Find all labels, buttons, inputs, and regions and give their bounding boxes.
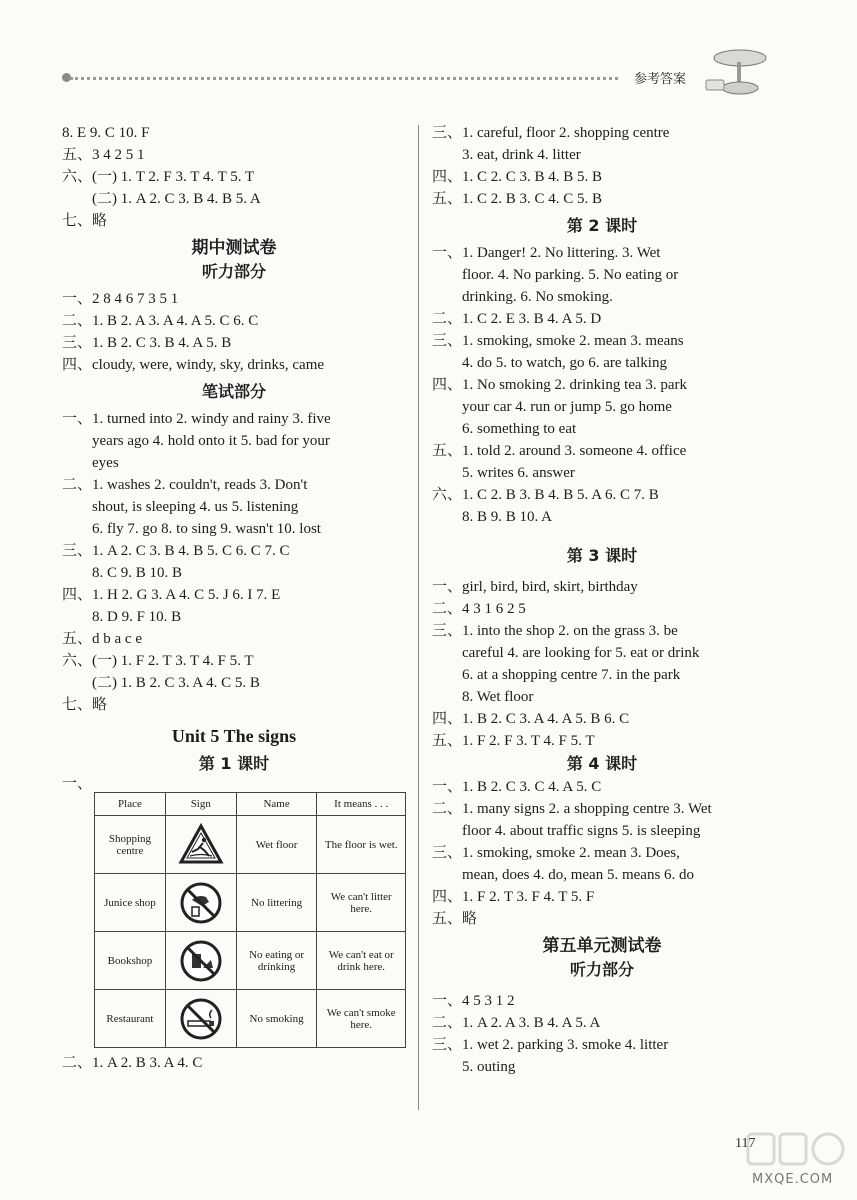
answer-line: 四、1. No smoking 2. drinking tea 3. park: [432, 377, 687, 393]
answer-line: 二、1. C 2. E 3. B 4. A 5. D: [432, 311, 602, 327]
answer-line: 三、1. B 2. C 3. B 4. A 5. B: [62, 335, 232, 351]
answer-line: 三、1. careful, floor 2. shopping centre: [432, 125, 670, 141]
answer-line: years ago 4. hold onto it 5. bad for your: [92, 433, 330, 449]
unit-title: Unit 5 The signs: [171, 726, 297, 746]
table-row: [95, 874, 406, 932]
answer-line: careful 4. are looking for 5. eat or drink: [462, 645, 700, 661]
means-cell: We can't litter here.: [317, 874, 406, 932]
answer-line: 8. D 9. F 10. B: [92, 609, 182, 625]
answer-line: 一、: [62, 776, 93, 792]
table-header: Sign: [165, 793, 236, 816]
answer-line: 六、(一) 1. T 2. F 3. T 4. T 5. T: [62, 169, 255, 185]
answer-line: 五、1. F 2. F 3. T 4. F 5. T: [432, 733, 595, 749]
no-eating-drinking-sign-icon: [178, 938, 224, 984]
watermark-text: MXQE.COM: [752, 1172, 834, 1187]
name-cell: Wet floor: [236, 816, 317, 874]
midterm-test-title: 期中测试卷: [191, 238, 277, 258]
left-column: [62, 122, 406, 1074]
answer-line: floor 4. about traffic signs 5. is sleeping: [462, 823, 701, 839]
answer-line: 6. fly 7. go 8. to sing 9. wasn't 10. lost: [92, 521, 321, 537]
answer-line: (二) 1. B 2. C 3. A 4. C 5. B: [92, 675, 260, 691]
page-number: 117: [735, 1136, 756, 1151]
answer-line: 二、4 3 1 6 2 5: [432, 601, 526, 617]
sign-cell: [165, 990, 236, 1048]
answer-line: 8. Wet floor: [462, 689, 534, 705]
signs-table: [94, 792, 406, 1048]
answer-line: 5. writes 6. answer: [462, 465, 575, 481]
means-cell: We can't smoke here.: [317, 990, 406, 1048]
answer-line: 四、cloudy, were, windy, sky, drinks, came: [62, 357, 325, 373]
answer-line: 六、1. C 2. B 3. B 4. B 5. A 6. C 7. B: [432, 487, 659, 503]
table-row: [95, 816, 406, 874]
wet-floor-sign-icon: [178, 822, 224, 868]
answer-line: 二、1. washes 2. couldn't, reads 3. Don't: [62, 477, 308, 493]
answer-line: 二、1. A 2. B 3. A 4. C: [62, 1055, 203, 1071]
answer-line: 四、1. C 2. C 3. B 4. B 5. B: [432, 169, 603, 185]
answer-line: 五、略: [432, 911, 478, 927]
means-cell: The floor is wet.: [317, 816, 406, 874]
answer-line: 三、1. smoking, smoke 2. mean 3. Does,: [432, 845, 680, 861]
answer-line: 七、略: [62, 213, 108, 229]
answer-line: 一、1. turned into 2. windy and rainy 3. five: [62, 411, 331, 427]
unit-5-test-title: 第五单元测试卷: [542, 936, 662, 956]
answer-line: 5. outing: [462, 1059, 516, 1075]
name-cell: No eating or drinking: [236, 932, 317, 990]
place-cell: Restaurant: [95, 990, 166, 1048]
sign-cell: [165, 874, 236, 932]
answer-line: 四、1. H 2. G 3. A 4. C 5. J 6. I 7. E: [62, 587, 281, 603]
lesson-2-title: 第 2 课时: [566, 216, 638, 235]
table-header: Name: [236, 793, 317, 816]
header-dotted-rule: [70, 77, 618, 80]
answer-line: 六、(一) 1. F 2. T 3. T 4. F 5. T: [62, 653, 254, 669]
lesson-3-title: 第 3 课时: [566, 546, 638, 565]
table-row: [95, 932, 406, 990]
lesson-4-title: 第 4 课时: [566, 754, 638, 773]
written-section-title: 笔试部分: [201, 382, 266, 401]
place-cell: Shopping centre: [95, 816, 166, 874]
answer-line: 五、1. C 2. B 3. C 4. C 5. B: [432, 191, 603, 207]
answer-line: mean, does 4. do, mean 5. means 6. do: [462, 867, 695, 883]
answer-line: shout, is sleeping 4. us 5. listening: [92, 499, 299, 515]
answer-line: 8. C 9. B 10. B: [92, 565, 183, 581]
sign-cell: [165, 932, 236, 990]
listening-section-title: 听力部分: [201, 262, 266, 281]
answer-line: 8. E 9. C 10. F: [62, 125, 150, 141]
answer-line: 三、1. smoking, smoke 2. mean 3. means: [432, 333, 684, 349]
answer-line: 二、1. A 2. A 3. B 4. A 5. A: [432, 1015, 601, 1031]
table-header: It means . . .: [317, 793, 406, 816]
answer-line: 五、3 4 2 5 1: [62, 147, 145, 163]
answer-line: 一、2 8 4 6 7 3 5 1: [62, 291, 179, 307]
answer-line: 二、1. many signs 2. a shopping centre 3. Wet: [432, 801, 712, 817]
header-title: 参考答案: [634, 72, 687, 87]
answer-line: 四、1. F 2. T 3. F 4. T 5. F: [432, 889, 595, 905]
place-cell: Junice shop: [95, 874, 166, 932]
answer-line: 8. B 9. B 10. A: [462, 509, 553, 525]
answer-line: 一、4 5 3 1 2: [432, 993, 515, 1009]
desk-lamp-icon: [700, 44, 770, 100]
name-cell: No littering: [236, 874, 317, 932]
answer-line: 三、1. into the shop 2. on the grass 3. be: [432, 623, 678, 639]
sign-cell: [165, 816, 236, 874]
answer-line: 五、1. told 2. around 3. someone 4. office: [432, 443, 687, 459]
answer-line: drinking. 6. No smoking.: [462, 289, 613, 305]
answer-line: your car 4. run or jump 5. go home: [462, 399, 672, 415]
answer-line: 6. at a shopping centre 7. in the park: [462, 667, 681, 683]
place-cell: Bookshop: [95, 932, 166, 990]
table-row: [95, 990, 406, 1048]
answer-line: 三、1. A 2. C 3. B 4. B 5. C 6. C 7. C: [62, 543, 290, 559]
table-header-row: [95, 793, 406, 816]
answer-line: 七、略: [62, 697, 108, 713]
no-littering-sign-icon: [178, 880, 224, 926]
lesson-1-title: 第 1 课时: [198, 754, 270, 773]
answer-line: 三、1. wet 2. parking 3. smoke 4. litter: [432, 1037, 669, 1053]
answer-line: 一、girl, bird, bird, skirt, birthday: [432, 579, 638, 595]
answer-line: 四、1. B 2. C 3. A 4. A 5. B 6. C: [432, 711, 630, 727]
means-cell: We can't eat or drink here.: [317, 932, 406, 990]
column-divider: [418, 125, 419, 1110]
answer-line: floor. 4. No parking. 5. No eating or: [462, 267, 679, 283]
answer-line: 五、d b a c e: [62, 631, 142, 647]
answer-line: eyes: [92, 455, 119, 471]
answer-line: 二、1. B 2. A 3. A 4. A 5. C 6. C: [62, 313, 259, 329]
answer-line: 一、1. B 2. C 3. C 4. A 5. C: [432, 779, 602, 795]
name-cell: No smoking: [236, 990, 317, 1048]
listening-section-title: 听力部分: [569, 960, 634, 979]
answer-line: (二) 1. A 2. C 3. B 4. B 5. A: [92, 191, 261, 207]
answer-line: 4. do 5. to watch, go 6. are talking: [462, 355, 667, 371]
answer-line: 6. something to eat: [462, 421, 577, 437]
table-header: Place: [95, 793, 166, 816]
answer-line: 一、1. Danger! 2. No littering. 3. Wet: [432, 245, 661, 261]
right-column: [432, 122, 772, 1078]
no-smoking-sign-icon: [178, 996, 224, 1042]
page-header: [62, 68, 712, 88]
answer-line: 3. eat, drink 4. litter: [462, 147, 581, 163]
